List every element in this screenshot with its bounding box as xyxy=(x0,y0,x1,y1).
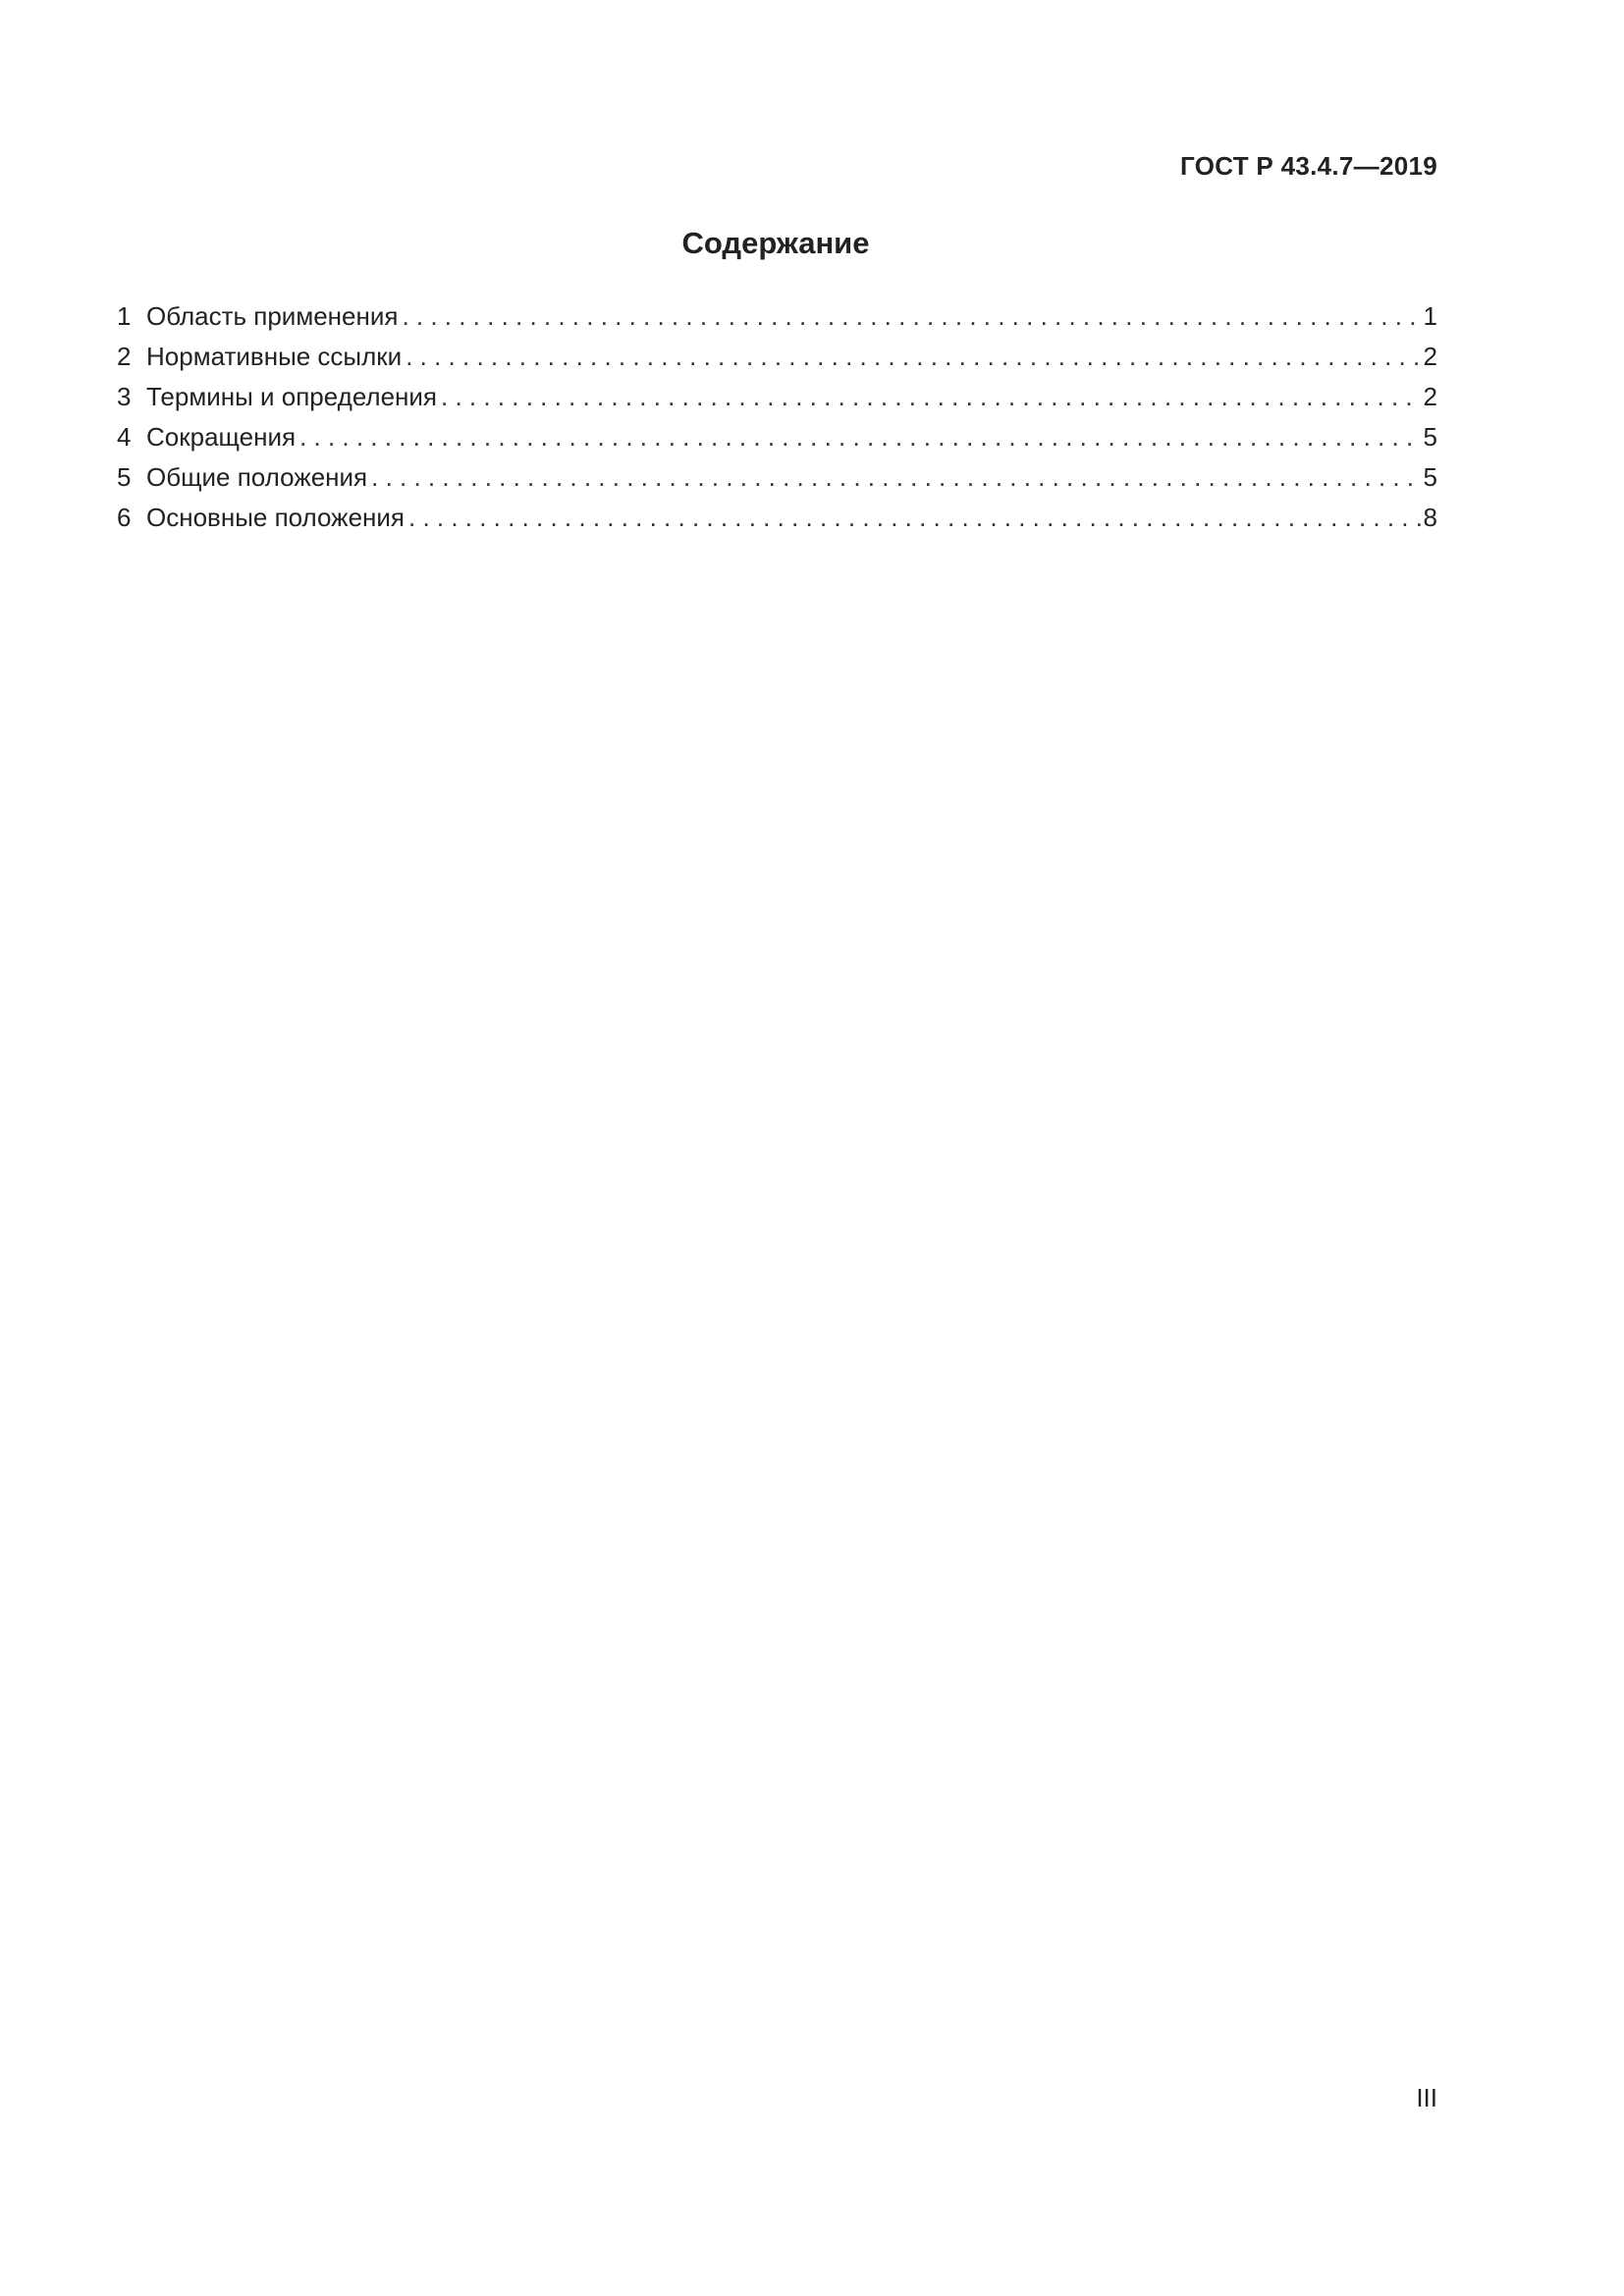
dot-leader xyxy=(371,457,1421,498)
toc-entry-label: Термины и определения xyxy=(146,382,438,411)
toc-entry-page: 5 xyxy=(1423,422,1437,452)
toc-entry-abbreviations[interactable] xyxy=(117,417,1437,457)
toc-entry-normative-references[interactable] xyxy=(117,337,1437,377)
toc-entry-number: 1 xyxy=(117,301,132,331)
toc-entry-page: 5 xyxy=(1423,462,1437,492)
toc-entry-scope[interactable] xyxy=(117,296,1437,337)
toc-entry-label: Основные положения xyxy=(146,503,405,532)
toc-entry-number: 5 xyxy=(117,462,132,492)
dot-leader xyxy=(408,498,1422,538)
dot-leader xyxy=(402,296,1421,337)
toc-entry-label: Нормативные ссылки xyxy=(146,342,403,371)
dot-leader xyxy=(299,417,1421,457)
toc-entry-label: Область применения xyxy=(146,301,399,331)
toc-entry-label: Сокращения xyxy=(146,422,297,452)
dot-leader xyxy=(406,337,1421,377)
toc-entry-number: 6 xyxy=(117,503,132,532)
toc-entry-page: 8 xyxy=(1423,503,1437,532)
toc-entry-number: 2 xyxy=(117,342,132,371)
page-number: III xyxy=(1416,2083,1437,2112)
toc-entry-page: 2 xyxy=(1423,342,1437,371)
toc-entry-page: 1 xyxy=(1423,301,1437,331)
toc-entry-page: 2 xyxy=(1423,382,1437,411)
dot-leader xyxy=(441,377,1422,417)
toc-entry-number: 4 xyxy=(117,422,132,452)
document-code: ГОСТ Р 43.4.7—2019 xyxy=(1180,151,1437,181)
toc-entry-label: Общие положения xyxy=(146,462,368,492)
toc-entry-terms-definitions[interactable] xyxy=(117,377,1437,417)
toc-title: Содержание xyxy=(681,226,870,260)
toc-entry-main-provisions[interactable] xyxy=(117,498,1437,538)
table-of-contents xyxy=(117,296,1437,538)
toc-entry-general-provisions[interactable] xyxy=(117,457,1437,498)
toc-entry-number: 3 xyxy=(117,382,132,411)
